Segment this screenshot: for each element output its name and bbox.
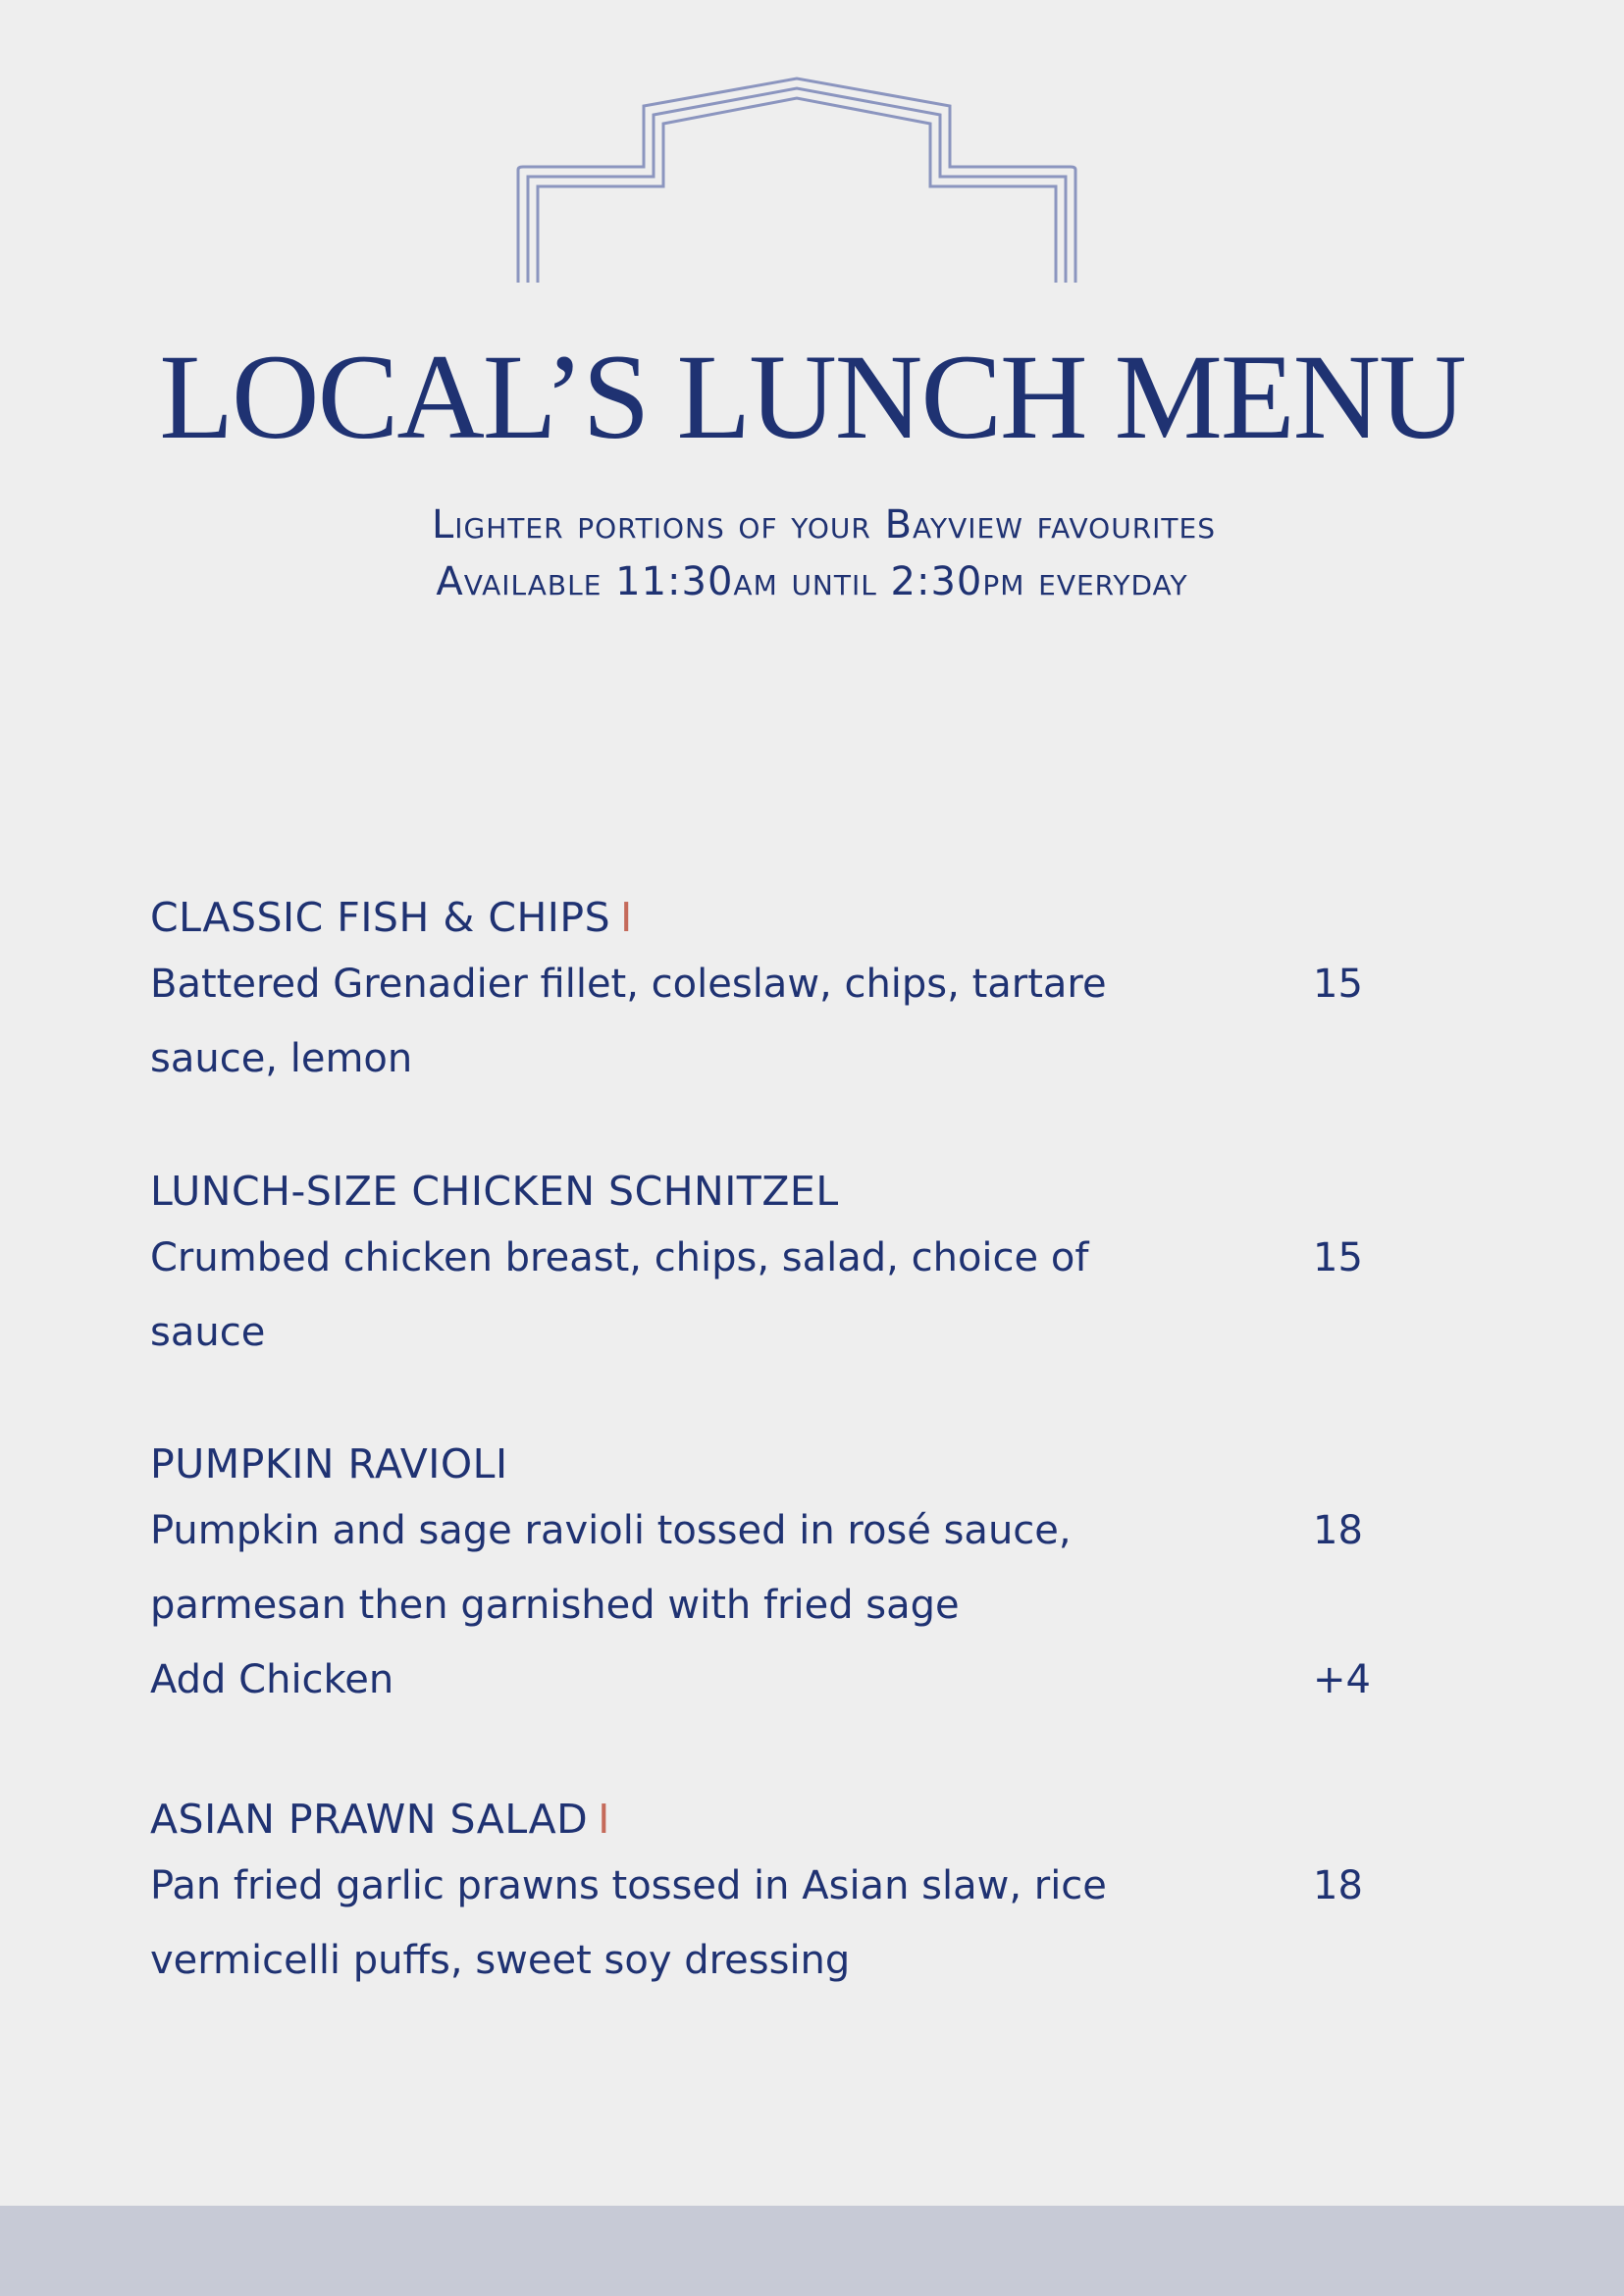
menu-item bbox=[150, 1162, 1377, 1370]
arch-roofline-icon bbox=[515, 77, 1079, 287]
item-description-row bbox=[150, 1849, 1377, 1923]
item-description: sauce, lemon bbox=[150, 1036, 413, 1081]
item-description-row bbox=[150, 1493, 1377, 1568]
item-name: PUMPKIN RAVIOLI bbox=[150, 1440, 508, 1487]
menu-item bbox=[150, 1790, 1377, 1998]
menu-item bbox=[150, 888, 1377, 1096]
item-price: 15 bbox=[1313, 1235, 1363, 1280]
item-description-row bbox=[150, 1221, 1377, 1295]
item-description: Pumpkin and sage ravioli tossed in rosé sauce, bbox=[150, 1508, 1072, 1553]
item-description-row bbox=[150, 1923, 1377, 1998]
item-description: sauce bbox=[150, 1310, 266, 1355]
item-marker: I bbox=[620, 894, 633, 941]
item-name-row bbox=[150, 1790, 1377, 1849]
menu-subtitle-line1: Lighter portions of your Bayview favourites bbox=[432, 502, 1216, 548]
item-description: Crumbed chicken breast, chips, salad, choice of bbox=[150, 1235, 1089, 1280]
item-addon-row bbox=[150, 1643, 1377, 1717]
item-addon-label: Add Chicken bbox=[150, 1657, 394, 1702]
footer-band bbox=[0, 2206, 1624, 2296]
item-price: 18 bbox=[1313, 1863, 1363, 1908]
item-description-row bbox=[150, 1568, 1377, 1643]
item-description-row bbox=[150, 1021, 1377, 1096]
menu-title: LOCAL’S LUNCH MENU bbox=[159, 330, 1465, 464]
item-addon-price: +4 bbox=[1313, 1657, 1371, 1702]
item-name: CLASSIC FISH & CHIPS bbox=[150, 894, 611, 941]
menu-item bbox=[150, 1435, 1377, 1717]
item-description-row bbox=[150, 1295, 1377, 1370]
item-price: 18 bbox=[1313, 1508, 1363, 1553]
item-marker: I bbox=[598, 1796, 610, 1843]
item-name: ASIAN PRAWN SALAD bbox=[150, 1796, 589, 1843]
item-description: Pan fried garlic prawns tossed in Asian slaw, rice bbox=[150, 1863, 1107, 1908]
item-description-row bbox=[150, 947, 1377, 1021]
item-name-row bbox=[150, 888, 1377, 947]
item-description: vermicelli puffs, sweet soy dressing bbox=[150, 1938, 851, 1983]
item-description: parmesan then garnished with fried sage bbox=[150, 1583, 960, 1628]
menu-subtitle-line2: Available 11:30am until 2:30pm everyday bbox=[436, 559, 1188, 604]
item-price: 15 bbox=[1313, 962, 1363, 1007]
item-name-row bbox=[150, 1162, 1377, 1221]
item-description: Battered Grenadier fillet, coleslaw, chips, tartare bbox=[150, 962, 1107, 1007]
item-name-row bbox=[150, 1435, 1377, 1493]
item-name: LUNCH-SIZE CHICKEN SCHNITZEL bbox=[150, 1168, 839, 1215]
